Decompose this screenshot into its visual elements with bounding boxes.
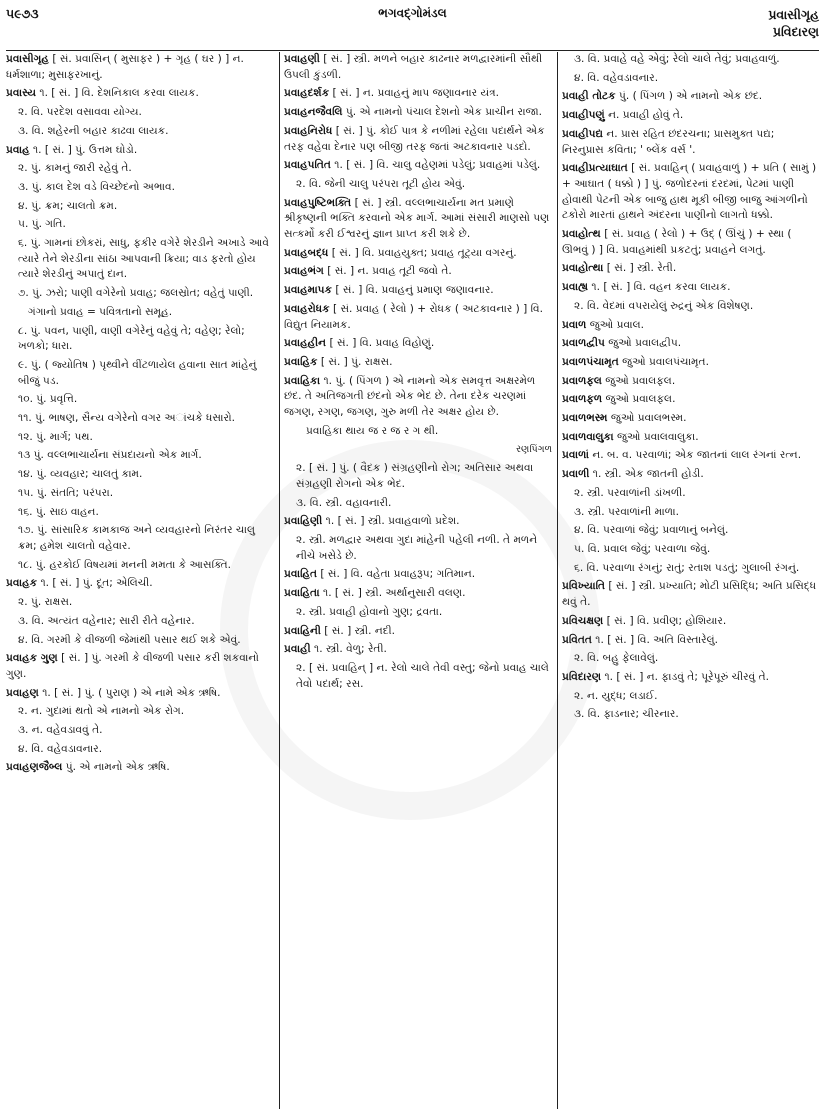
headword: પ્રવાહીપ્રત્યાઘાત bbox=[562, 162, 628, 175]
headword: પ્રવાહિત bbox=[284, 568, 318, 581]
dictionary-entry bbox=[562, 127, 819, 158]
headword: પ્રવાહી તોટક bbox=[562, 90, 616, 103]
definition: ૧. સ્ત્રી. વેળુ; રેતી. bbox=[314, 643, 387, 656]
dictionary-entry bbox=[562, 614, 819, 630]
headword: પ્રવાળફલ bbox=[562, 374, 602, 387]
dictionary-entry bbox=[562, 374, 819, 390]
sense-line: ૧૦. પું. પ્રવૃત્તિ. bbox=[18, 393, 78, 406]
definition: જુઓ પ્રવાલભસ્મ. bbox=[610, 412, 687, 425]
sense-line: ૧૪. પું. વ્યવહાર; ચાલતું કામ. bbox=[18, 468, 143, 481]
headword: પ્રવાહનિરોધ bbox=[284, 124, 333, 137]
dictionary-entry bbox=[562, 355, 819, 371]
definition: પું. એ નામનો એક ઋષિ. bbox=[65, 761, 170, 774]
sense-line: ૩. વિ. ફાડનાર; ચીરનાર. bbox=[574, 708, 679, 721]
definition: [ સં. ] સ્ત્રી. નદી. bbox=[324, 624, 396, 637]
sense-line: ૧૮. પું. હરકોઈ વિષયમાં મનની મમતા કે આસક્તિ. bbox=[18, 558, 232, 571]
dictionary-entry bbox=[6, 686, 274, 702]
definition: જુઓ પ્રવાલદ્વીપ. bbox=[608, 337, 682, 350]
sense-line: ૧૨. પું. માર્ગ; પથ. bbox=[18, 430, 93, 443]
headword: પ્રવિદારણ bbox=[562, 670, 602, 683]
headword: પ્રવાહિણી bbox=[284, 515, 323, 528]
sense-line: ૧૧. પું. ભાષણ, સૈન્ય વગેરેનો વગર અાંચકે ધસારો. bbox=[18, 412, 236, 425]
headword: પ્રવાહિતા bbox=[284, 587, 320, 600]
sense-line: ૨. વિ. વેદમાં વપરાયેલું રુદ્રનું એક વિશેષણ. bbox=[574, 299, 754, 312]
headword: પ્રવાહ bbox=[6, 143, 30, 156]
definition: ૧. [ સં. ] પું. ( પુરાણ ) એ નામે એક ઋષિ. bbox=[42, 686, 221, 699]
page-number: ૫૯૭૩ bbox=[6, 6, 39, 21]
headword: પ્રવાહક ગુણ bbox=[6, 652, 58, 665]
dictionary-entry bbox=[562, 448, 819, 464]
headword: પ્રવાળાં bbox=[562, 449, 589, 462]
dictionary-entry bbox=[284, 264, 552, 280]
column-2 bbox=[284, 52, 552, 1109]
definition: ૧. [ સં. ] વિ. ચાલુ વહેણમાં પડેલું; પ્રવાહમાં પડેલું. bbox=[334, 159, 541, 172]
headword: પ્રવિતત bbox=[562, 633, 592, 646]
page-header bbox=[6, 6, 819, 50]
headword: પ્રવાહિની bbox=[284, 624, 321, 637]
sense-line: ૪. વિ. વહેવડાવનાર. bbox=[574, 71, 659, 84]
sense-line: ૪. વિ. વહેવડાવનાર. bbox=[18, 742, 103, 755]
sense-line: ૮. પું. પવન, પાણી, વાણી વગેરેનું વહેવું તે; વહેણ; રેલો; ખળકો; ધારા. bbox=[18, 324, 245, 353]
headword: પ્રવાહબદ્ધ bbox=[284, 246, 329, 259]
dictionary-entry bbox=[6, 86, 274, 102]
dictionary-entry bbox=[284, 514, 552, 530]
definition: ૧. [ સં. ] વિ. અતિ વિસ્તારેલું. bbox=[595, 633, 718, 646]
dictionary-entry bbox=[284, 246, 552, 262]
definition: [ સં. પ્રવાહ ( રેલો ) + ઉદ્ ( ઊંચું ) + સ્થા ( ઊભવું ) ] વિ. પ્રવાહમાંથી પ્રકટતું; પ્રવાહને લગતું. bbox=[562, 228, 792, 256]
sense-line: ૩. ન. વહેવડાવવું તે. bbox=[18, 724, 103, 737]
sense-line: ૩. વિ. અત્યંત વહેનાર; સારી રીતે વહેનાર. bbox=[18, 614, 195, 627]
sense-line: ૨. વિ. પરદેશ વસાવવા યોગ્ય. bbox=[18, 106, 142, 119]
headword: પ્રવિખ્યાતિ bbox=[562, 580, 605, 593]
headword: પ્રવાહીપણું bbox=[562, 109, 605, 122]
dictionary-entry bbox=[284, 624, 552, 640]
headword: પ્રવાહિક bbox=[284, 355, 318, 368]
definition: ૧. સ્ત્રી. એક જાતની હોડી. bbox=[592, 468, 704, 481]
sense-line: ૪. પું. ક્રમ; ચાલતો ક્રમ. bbox=[18, 199, 118, 212]
sense-line: ૨. પું. રાક્ષસ. bbox=[18, 596, 73, 609]
headword: પ્રવાહીપદ્ય bbox=[562, 127, 604, 140]
sense-line: ૨. [ સં. ] પું. ( વૈદક ) સંગ્રહણીનો રોગ; અતિસાર અથવા સંગ્રહણી રોગનો એક ભેદ. bbox=[296, 462, 534, 490]
headword: પ્રવાહમાપક bbox=[284, 284, 333, 297]
definition: ૧. [ સં. ] સ્ત્રી. પ્રવાહવાળો પ્રદેશ. bbox=[325, 515, 460, 528]
headword: પ્રવાહનજૈવલિ bbox=[284, 106, 343, 119]
definition: [ સં. ] સ્ત્રી. પ્રખ્યાતિ; મોટી પ્રસિદ્ધિ; અતિ પ્રસિદ્ધ થવું તે. bbox=[562, 580, 817, 609]
dictionary-entry bbox=[284, 86, 552, 102]
headword: પ્રવાહણ bbox=[6, 686, 39, 699]
book-title: ભગવદ્ગોમંડલ bbox=[378, 6, 447, 20]
citation-source: રણપિંગળ bbox=[516, 444, 552, 456]
sense-line: ૧૫. પું. સંતતિ; પરંપરા. bbox=[18, 486, 114, 499]
headword: પ્રવાહોત્થા bbox=[562, 262, 604, 275]
dictionary-entry bbox=[284, 336, 552, 352]
headword: પ્રવાળી bbox=[562, 468, 590, 481]
headword: પ્રવાળવાલુકા bbox=[562, 430, 614, 443]
sense-line: ૩. વિ. પ્રવાહે વહે એવું; રેલો ચાલે તેવું; પ્રવાહવાળું. bbox=[574, 53, 780, 65]
definition: [ સં. ] ન. પ્રવાહનું માપ જણાવનાર યંત્ર. bbox=[332, 87, 500, 100]
definition: [ સં. ] સ્ત્રી. મળને બહાર કાઢનાર મળદ્વારમાંની સૌથી ઉપલી કુંડળી. bbox=[284, 53, 543, 81]
headword: પ્રવાહોત્થ bbox=[562, 228, 601, 241]
dictionary-entry bbox=[6, 143, 274, 159]
definition: પું. ( પિંગળ ) એ નામનો એક છંદ. bbox=[619, 90, 763, 103]
definition: પું. એ નામનો પંચાલ દેશનો એક પ્રાચીન રાજા. bbox=[345, 106, 543, 119]
dictionary-entry bbox=[562, 430, 819, 446]
dictionary-entry bbox=[284, 52, 552, 83]
dictionary-entry bbox=[562, 633, 819, 649]
headword: પ્રવાહપતિત bbox=[284, 159, 331, 172]
definition: [ સં. ] વિ. પ્રવાહયુક્ત; પ્રવાહ તૂટ્યા વગરનું. bbox=[331, 246, 517, 259]
sense-line: ૧૬. પું. સાઇ વાહન. bbox=[18, 505, 99, 518]
sense-line: ૩. પું. કાલ દેશ વડે વિચ્છેદનો અભાવ. bbox=[18, 180, 175, 193]
sense-line: ૫. પું. ગતિ. bbox=[18, 218, 66, 231]
sense-line: ૨. ન. યુદ્ધ; લડાઈ. bbox=[574, 689, 658, 702]
sense-line: ૨. વિ. જેની ચાલુ પરંપરા તૂટી હોય એવું. bbox=[296, 177, 466, 190]
sense-line: ૨. [ સં. પ્રવાહિન્ ] ન. રેલો ચાલે તેવી વસ્તુ; જેનો પ્રવાહ ચાલે તેવો પદાર્થ; રસ. bbox=[296, 661, 549, 690]
dictionary-entry bbox=[562, 318, 819, 334]
sense-line: ૯. પું. ( જ્યોતિષ ) પૃથ્વીને વીંટળાયેલ હવાના સાત માંહેનું બીજું પડ. bbox=[18, 358, 257, 387]
sense-line: ૪. વિ. ગરમી કે વીજળી જેમાંથી પસાર થઈ શકે એવું. bbox=[18, 633, 241, 646]
dictionary-entry bbox=[562, 467, 819, 483]
definition: જુઓ પ્રવાલફલ. bbox=[605, 393, 676, 406]
headword: પ્રવાહિકા bbox=[284, 374, 321, 387]
definition: [ સં. પ્રવાહિન્ ( પ્રવાહવાળું ) + પ્રતિ ( સામું ) + આઘાત ( ધક્કો ) ] પું. જળોદરનાં દરદમાં, પેટમાં પાણી હોવાથી પેટની એક બાજુ હાથ મૂકી બીજી બાજુ આંગળીનો ટકોરો મારતાં હાથને અંદરના પાણીનો લાગતો ધક્કો. bbox=[562, 162, 817, 222]
dictionary-entry bbox=[284, 196, 552, 243]
sense-line: ૨. સ્ત્રી. પરવાળાંની ડાંખળી. bbox=[574, 486, 686, 499]
header-rule bbox=[6, 50, 819, 51]
dictionary-entry bbox=[284, 374, 552, 421]
dictionary-entry bbox=[284, 124, 552, 155]
sense-line: ૨. સ્ત્રી. પ્રવાહી હોવાનો ગુણ; દ્રવતા. bbox=[296, 605, 443, 618]
column-3 bbox=[562, 52, 819, 1109]
headword: પ્રવાસ્ય bbox=[6, 87, 36, 100]
headword: પ્રવાળફળ bbox=[562, 393, 603, 406]
dictionary-entry bbox=[562, 89, 819, 105]
dictionary-entry bbox=[284, 586, 552, 602]
definition: ૧. [ સં. ] સ્ત્રી. અર્થાનુસારી વલણ. bbox=[323, 587, 466, 600]
dictionary-entry bbox=[562, 579, 819, 610]
definition: [ સં. ] પું. રાક્ષસ. bbox=[320, 355, 393, 368]
dictionary-entry bbox=[284, 567, 552, 583]
definition: જુઓ પ્રવાલપંચામૃત. bbox=[622, 355, 709, 368]
headword: પ્રવાહ્ય bbox=[562, 281, 589, 294]
dictionary-entry bbox=[562, 670, 819, 686]
example-line: પ્રવાહિકા થાય જ ર જ ર ગ થી. bbox=[306, 424, 439, 437]
sense-line: ૧૭. પું. સાંસારિક કામકાજ અને વ્યવહારનો નિરંતર ચાલુ ક્રમ; હમેશ ચાલતો વહેવાર. bbox=[18, 524, 255, 552]
guide-words bbox=[768, 6, 819, 40]
dictionary-entry bbox=[562, 108, 819, 124]
definition: ૧. [ સં. ] વિ. વહન કરવા લાયક. bbox=[591, 281, 731, 294]
dictionary-entry bbox=[284, 158, 552, 174]
sense-line: ૩. વિ. સ્ત્રી. વહાવનારી. bbox=[296, 496, 392, 509]
dictionary-entry bbox=[284, 105, 552, 121]
sense-line: ૩. સ્ત્રી. પરવાળાંની માળા. bbox=[574, 505, 679, 518]
definition: [ સં. ] ન. પ્રવાહ તૂટી જવો તે. bbox=[327, 265, 452, 278]
sense-line: ૧૩ પું. વલ્લભાચાર્યના સંપ્રદાયનો એક માર્ગ. bbox=[18, 449, 202, 462]
headword: પ્રવાહરોધક bbox=[284, 302, 330, 315]
sense-line: ૩. વિ. શહેરની બહાર કાઢવા લાયક. bbox=[18, 124, 169, 137]
sense-line: ૨. પું. કામનું જારી રહેવું તે. bbox=[18, 162, 132, 175]
example-line: ગંગાનો પ્રવાહ = પવિત્રતાનો સમૂહ. bbox=[28, 305, 173, 318]
definition: ન. પ્રવાહી હોવું તે. bbox=[608, 109, 684, 122]
definition: [ સં. ] પું. ગરમી કે વીજળી પસાર કરી શકવાનો ગુણ. bbox=[6, 652, 259, 680]
definition: ન. પ્રાસ રહિત છંદરચના; પ્રાસમુક્ત પદ્ય; નિરનુપ્રાસ કવિતા; ' બ્લેંક વર્સ '. bbox=[562, 127, 775, 156]
definition: જુઓ પ્રવાલ. bbox=[589, 318, 645, 331]
definition: [ સં. પ્રવાસિન્ ( મુસાફર ) + ગૃહ ( ઘર ) ] ન. ધર્મશાળા; મુસાફરખાનું. bbox=[6, 53, 244, 81]
headword: પ્રવાળદ્વીપ bbox=[562, 337, 605, 350]
definition: [ સં. પ્રવાહ ( રેલો ) + રોધક ( અટકાવનાર ) ] વિ. વિદ્યુત નિયામક. bbox=[284, 302, 544, 331]
dictionary-entry bbox=[562, 336, 819, 352]
headword: પ્રવાહહીન bbox=[284, 337, 327, 350]
headword: પ્રવાહપુષ્ટિભક્તિ bbox=[284, 196, 352, 209]
dictionary-entry bbox=[6, 760, 274, 776]
definition: [ સં. ] વિ. પ્રવાહનું પ્રમાણ જણાવનાર. bbox=[335, 284, 494, 297]
definition: [ સં. ] વિ. પ્રવાહ વિહોણું. bbox=[329, 337, 435, 350]
headword: પ્રવાહભંગ bbox=[284, 265, 324, 278]
headword: પ્રવાળ bbox=[562, 318, 587, 331]
dictionary-entry bbox=[562, 261, 819, 277]
definition: [ સં. ] સ્ત્રી. રેતી. bbox=[606, 262, 677, 275]
definition: ૧. પું. ( પિંગળ ) એ નામનો એક સમવૃત્ત અક્ષરમેળ છંદ. તે અતિજગતી છંદનો એક ભેદ છે. તેના દરેક ચરણમાં જગણ, રગણ, જગણ, ગુરુ મળી તેર અક્ષર હોય છે. bbox=[284, 374, 536, 419]
definition: [ સં. ] પું. કોઈ પાત્ર કે નળીમાં રહેલા પદાર્થને એક તરફ વહેવા દેનાર પણ બીજી તરફ જતાં અટકાવનાર પડદો. bbox=[284, 124, 545, 153]
headword: પ્રવાળપંચામૃત bbox=[562, 355, 619, 368]
column-1 bbox=[6, 52, 274, 1109]
definition: ન. બ. વ. પરવાળાં; એક જાતનાં લાલ રંગનાં રત્ન. bbox=[592, 449, 802, 462]
sense-line: ૨. સ્ત્રી. મળદ્વાર અથવા ગુદા માંહેની પહેલી નળી. તે મળને નીચે ખસેડે છે. bbox=[296, 533, 538, 562]
dictionary-entry bbox=[562, 227, 819, 258]
sense-line: ૨. વિ. બહુ ફેલાવેલું. bbox=[574, 652, 659, 665]
definition: ૧. [ સં. ] ન. ફાડવું તે; પૂરેપૂરું ચીરવું તે. bbox=[604, 670, 769, 683]
headword: પ્રવાહણી bbox=[284, 53, 320, 65]
column-divider bbox=[557, 52, 558, 1109]
definition: [ સં. ] સ્ત્રી. વલ્લભાચાર્યના મત પ્રમાણે શ્રીકૃષ્ણની ભક્તિ કરવાનો એક માર્ગ. આમાં સંસારી માણસો પણ સત્કર્મો કરી ઈશ્વરનું જ્ઞાન પ્રાપ્ત કરી શકે છે. bbox=[284, 196, 550, 241]
sense-line: ૭. પું. ઝરો; પાણી વગેરેનો પ્રવાહ; જલસ્રોત; વહેતું પાણી. bbox=[18, 287, 254, 300]
headword: પ્રવાહણજૈબ્લ bbox=[6, 761, 63, 774]
dictionary-entry bbox=[284, 642, 552, 658]
headword: પ્રવાહક bbox=[6, 577, 38, 590]
guide-word-last: પ્રવિદારણ bbox=[772, 24, 819, 39]
definition: ૧. [ સં. ] વિ. દેશનિકાલ કરવા લાયક. bbox=[39, 87, 199, 100]
definition: ૧. [ સં. ] પું. ઉત્તમ ઘોડો. bbox=[32, 143, 138, 156]
dictionary-entry bbox=[562, 161, 819, 224]
definition: ૧. [ સં. ] પું. દૂત; એલિચી. bbox=[40, 577, 153, 590]
dictionary-entry bbox=[562, 411, 819, 427]
headword: પ્રવાહી bbox=[284, 643, 311, 656]
dictionary-entry bbox=[562, 280, 819, 296]
columns-container bbox=[6, 52, 819, 1109]
headword: પ્રવાળભસ્મ bbox=[562, 412, 608, 425]
dictionary-entry bbox=[562, 392, 819, 408]
column-divider bbox=[279, 52, 280, 1109]
sense-line: ૬. પું. ગામનાં છોકરાં, સાધુ, ફકીર વગેરે શેરડીને અખાડે આવે ત્યારે તેને શેરડીના સાંઠા આપવાની ક્રિયા; વાડ ફરતો હોય ત્યારે શેરડીનું અપાતું દાન. bbox=[18, 237, 269, 281]
headword: પ્રવાહદર્શક bbox=[284, 87, 330, 100]
headword: પ્રવિચક્ષણ bbox=[562, 614, 604, 627]
sense-line: ૫. વિ. પ્રવાલ જેવું; પરવાળા જેવું. bbox=[574, 542, 711, 555]
sense-line: ૪. વિ. પરવાળાં જેવું; પ્રવાળાનું બનેલું. bbox=[574, 524, 729, 537]
dictionary-entry bbox=[284, 302, 552, 333]
dictionary-entry bbox=[6, 651, 274, 682]
guide-word-first: પ્રવાસીગૃહ bbox=[768, 7, 819, 22]
dictionary-entry bbox=[6, 52, 274, 83]
dictionary-entry bbox=[6, 576, 274, 592]
headword: પ્રવાસીગૃહ bbox=[6, 53, 49, 65]
sense-line: ૨. ન. ગુદામાં થતો એ નામનો એક રોગ. bbox=[18, 705, 185, 718]
dictionary-entry bbox=[284, 283, 552, 299]
dictionary-entry bbox=[284, 355, 552, 371]
sense-line: ૬. વિ. પરવાળા રંગનું; રાતું; રતાશ પડતું; ગુલાબી રંગનું. bbox=[574, 561, 800, 574]
definition: જુઓ પ્રવાલવાલુકા. bbox=[617, 430, 699, 443]
definition: [ સં. ] વિ. પ્રવીણ; હોશિયાર. bbox=[606, 614, 727, 627]
definition: [ સં. ] વિ. વહેતા પ્રવાહરૂપ; ગતિમાન. bbox=[320, 568, 476, 581]
definition: જુઓ પ્રવાલફલ. bbox=[605, 374, 676, 387]
